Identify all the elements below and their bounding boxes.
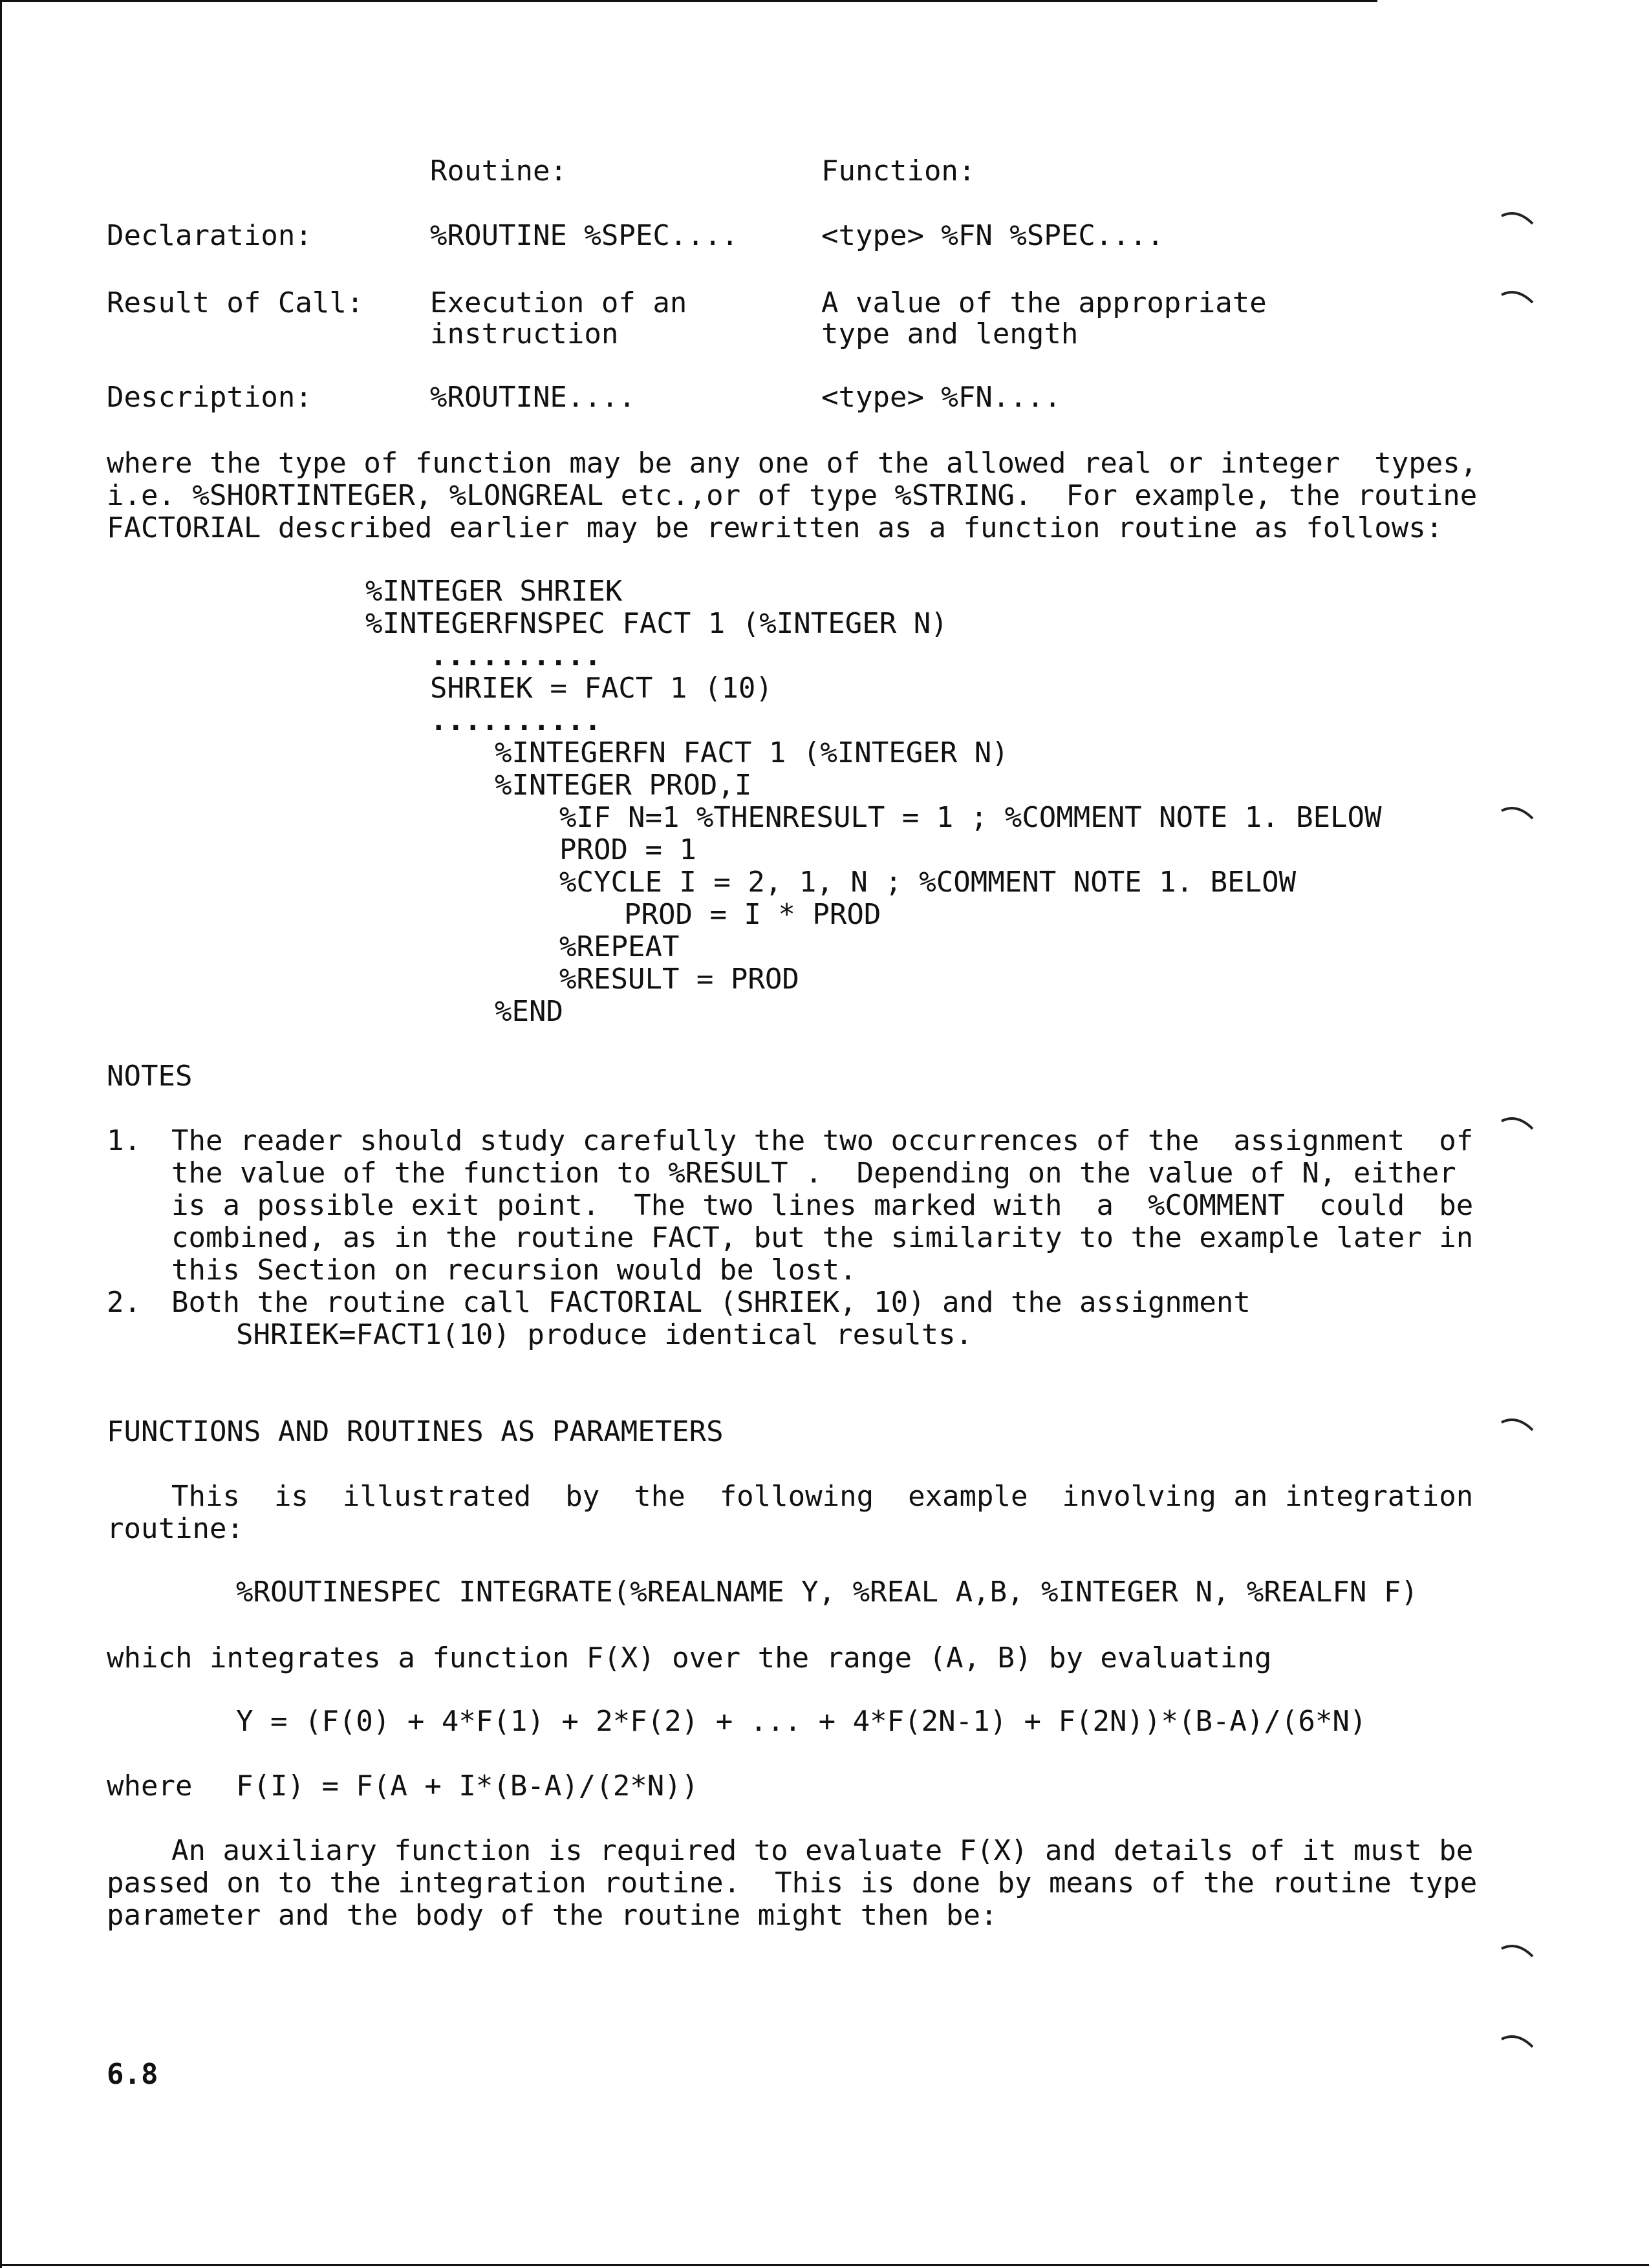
margin-mark-icon: [1500, 207, 1536, 233]
result-function-line: type and length: [821, 317, 1079, 350]
column-header-function: Function:: [821, 155, 976, 187]
code-line: %END: [495, 995, 563, 1028]
result-function-line: A value of the appropriate: [821, 286, 1267, 319]
margin-mark-icon: [1500, 1940, 1536, 1965]
declaration-function: <type> %FN %SPEC....: [821, 219, 1164, 252]
routine-spec-code: %ROUTINESPEC INTEGRATE(%REALNAME Y, %REAL A,B, %INTEGER N, %REALFN F): [236, 1576, 1418, 1609]
code-line: %REPEAT: [559, 930, 680, 963]
description-routine: %ROUTINE....: [430, 381, 636, 414]
code-line: %INTEGERFNSPEC FACT 1 (%INTEGER N): [365, 607, 948, 640]
column-header-routine: Routine:: [430, 155, 567, 187]
where-formula: F(I) = F(A + I*(B-A)/(2*N)): [236, 1770, 699, 1803]
left-border-line: [0, 0, 2, 2268]
code-line: SHRIEK = FACT 1 (10): [430, 672, 773, 705]
margin-mark-icon: [1500, 1413, 1536, 1439]
code-line: %INTEGER PROD,I: [495, 769, 752, 802]
note-line: this Section on recursion would be lost.: [171, 1254, 857, 1287]
note-number: 1.: [107, 1124, 141, 1157]
row-label-declaration: Declaration:: [107, 219, 312, 252]
integration-formula: Y = (F(0) + 4*F(1) + 2*F(2) + ... + 4*F(2N-1) + F(2N))*(B-A)/(6*N): [236, 1705, 1367, 1738]
bottom-border-line: [0, 2264, 1649, 2266]
result-routine-line: instruction: [430, 317, 619, 350]
note-number: 2.: [107, 1286, 141, 1319]
code-line: PROD = 1: [559, 833, 696, 866]
code-line: %INTEGER SHRIEK: [365, 575, 623, 608]
code-line: %IF N=1 %THENRESULT = 1 ; %COMMENT NOTE 1. BELOW: [559, 801, 1382, 834]
note-line: is a possible exit point. The two lines marked with a %COMMENT could be: [171, 1189, 1474, 1222]
notes-heading: NOTES: [107, 1060, 193, 1093]
code-line: ..........: [430, 704, 601, 737]
note-line: combined, as in the routine FACT, but the similarity to the example later in: [171, 1221, 1474, 1254]
code-line: ..........: [430, 639, 601, 672]
top-border-line: [0, 0, 1377, 2]
paragraph-line: where the type of function may be any one of the allowed real or integer types,: [107, 447, 1478, 480]
section-intro-line: This is illustrated by the following example involving an integration: [171, 1480, 1474, 1513]
margin-mark-icon: [1500, 1112, 1536, 1138]
closing-line: passed on to the integration routine. This is done by means of the routine type: [107, 1867, 1478, 1899]
code-line: %CYCLE I = 2, 1, N ; %COMMENT NOTE 1. BELOW: [559, 866, 1297, 899]
paragraph-line: i.e. %SHORTINTEGER, %LONGREAL etc.,or of type %STRING. For example, the routine: [107, 479, 1478, 512]
code-line: %RESULT = PROD: [559, 963, 799, 996]
which-line: which integrates a function F(X) over the range (A, B) by evaluating: [107, 1642, 1272, 1674]
closing-line: An auxiliary function is required to evaluate F(X) and details of it must be: [171, 1834, 1474, 1867]
section-heading: FUNCTIONS AND ROUTINES AS PARAMETERS: [107, 1415, 724, 1448]
result-routine-line: Execution of an: [430, 286, 687, 319]
note-line: SHRIEK=FACT1(10) produce identical results.: [236, 1318, 973, 1351]
description-function: <type> %FN....: [821, 381, 1061, 414]
closing-line: parameter and the body of the routine might then be:: [107, 1899, 998, 1932]
where-label: where: [107, 1770, 193, 1803]
paragraph-line: FACTORIAL described earlier may be rewritten as a function routine as follows:: [107, 511, 1443, 544]
row-label-result: Result of Call:: [107, 286, 364, 319]
margin-mark-icon: [1500, 286, 1536, 312]
declaration-routine: %ROUTINE %SPEC....: [430, 219, 738, 252]
code-line: PROD = I * PROD: [624, 898, 881, 931]
page-number: 6.8: [107, 2058, 158, 2091]
section-intro-line: routine:: [107, 1512, 244, 1545]
note-line: Both the routine call FACTORIAL (SHRIEK, 10) and the assignment: [171, 1286, 1251, 1319]
note-line: The reader should study carefully the two occurrences of the assignment of: [171, 1124, 1474, 1157]
note-line: the value of the function to %RESULT . Depending on the value of N, either: [171, 1157, 1456, 1190]
row-label-description: Description:: [107, 381, 312, 414]
margin-mark-icon: [1500, 2030, 1536, 2056]
margin-mark-icon: [1500, 802, 1536, 828]
code-line: %INTEGERFN FACT 1 (%INTEGER N): [495, 736, 1009, 769]
